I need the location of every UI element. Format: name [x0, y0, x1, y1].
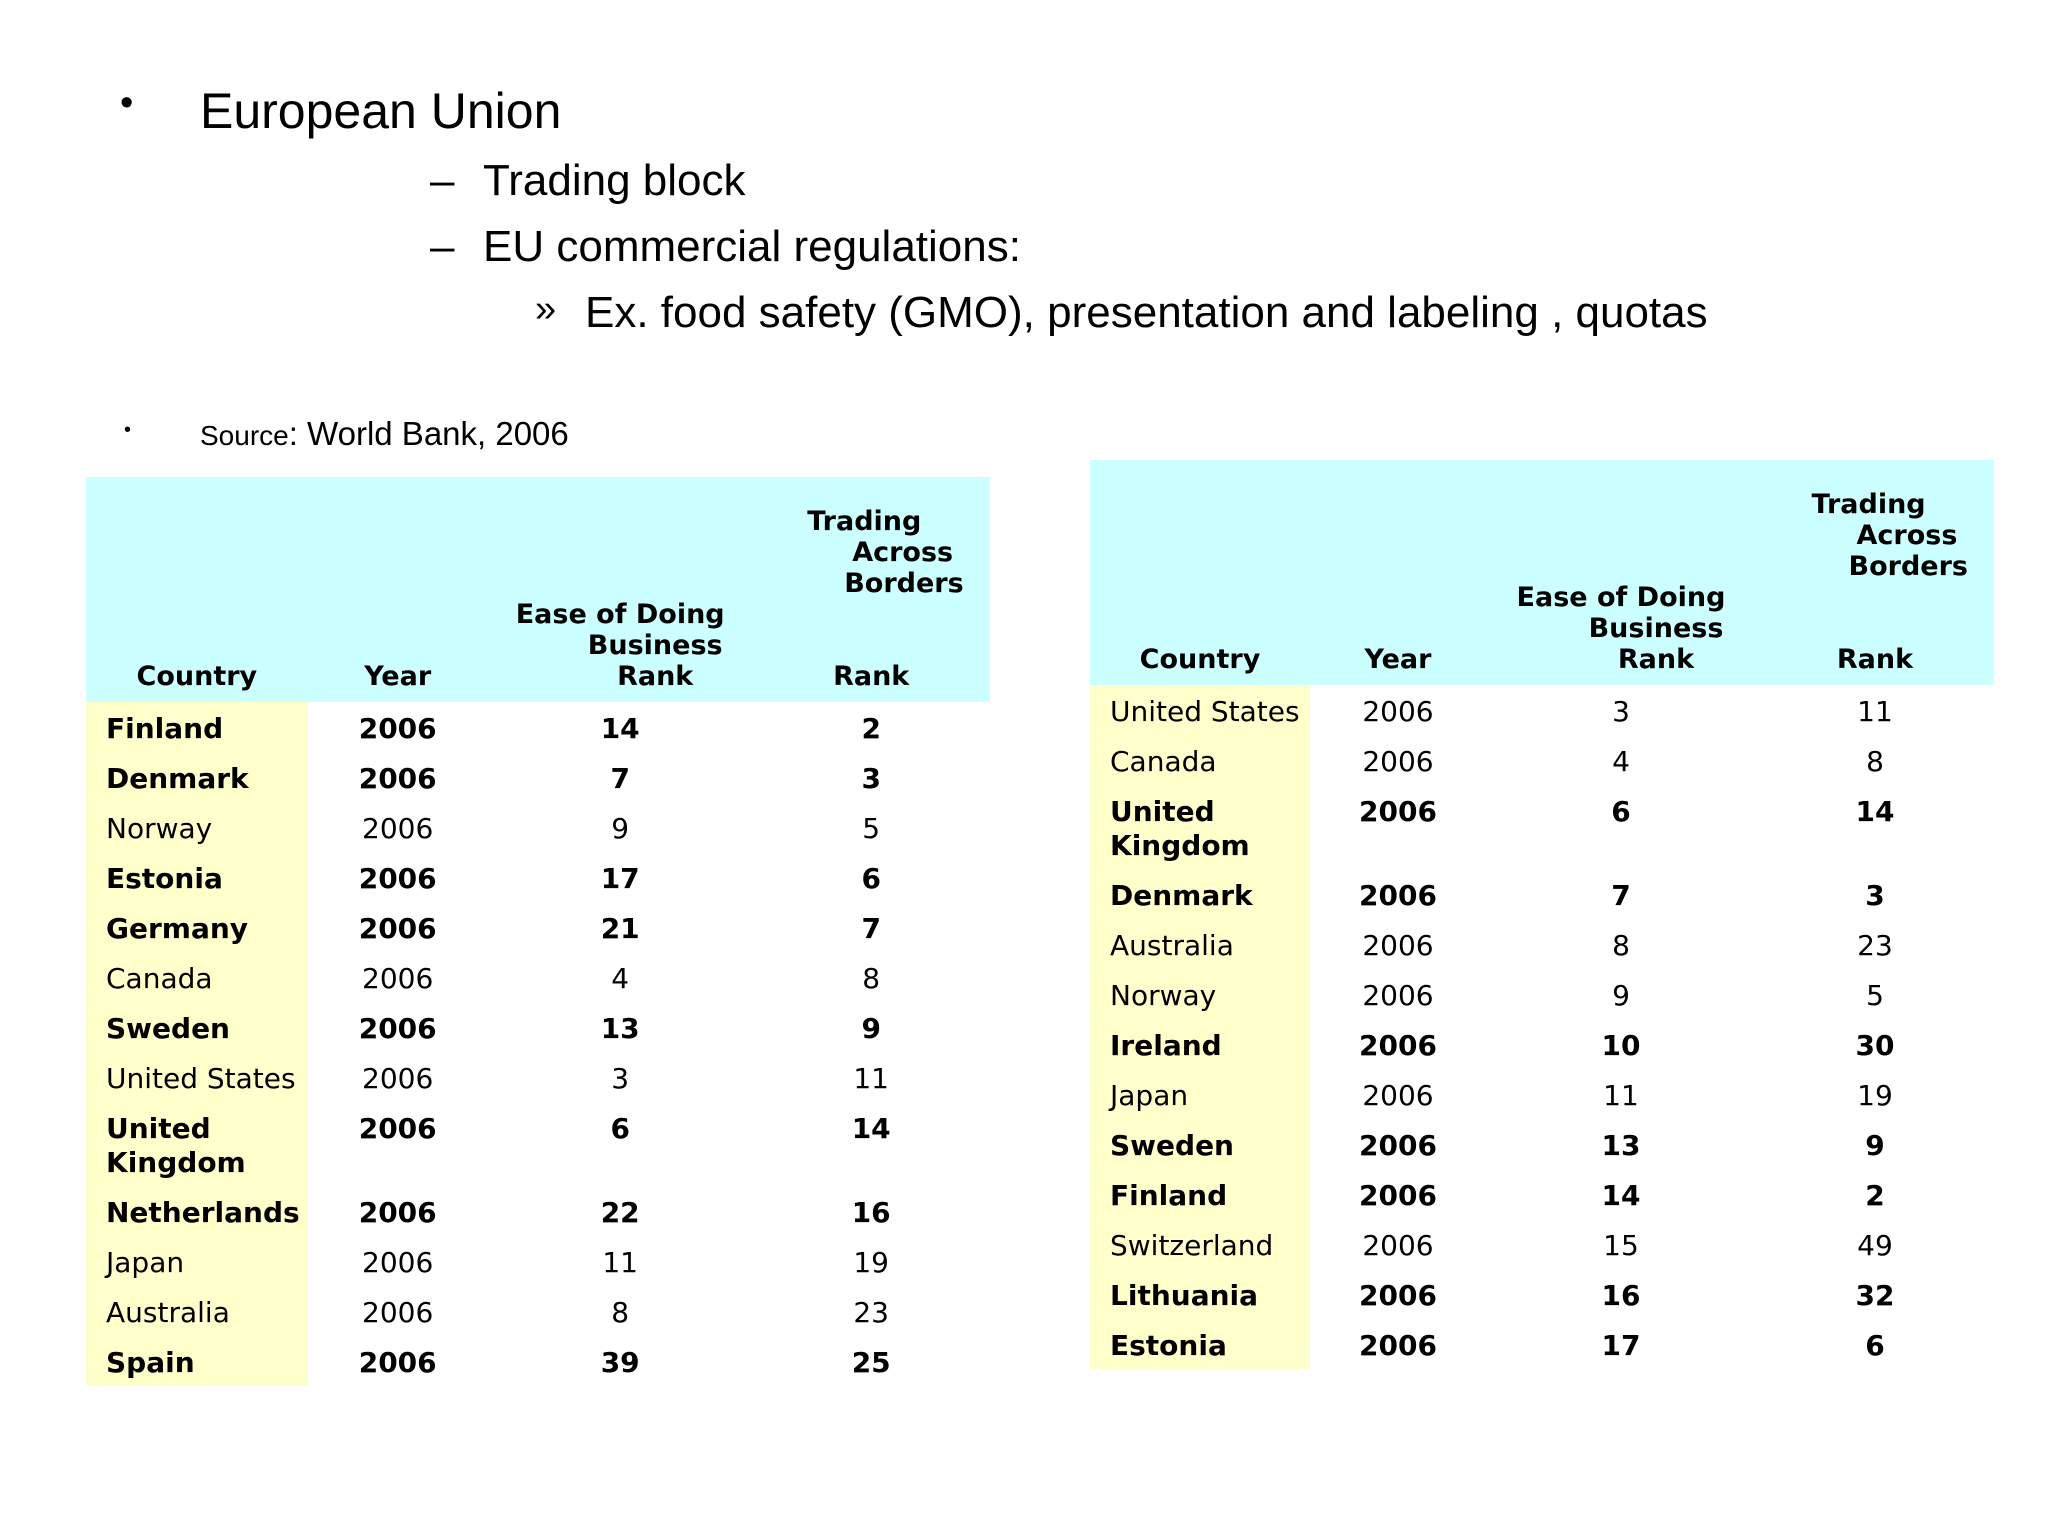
- cell-country: United Kingdom: [1090, 785, 1310, 869]
- table-row: [1090, 1319, 1994, 1369]
- header-ease-line: Business: [587, 630, 723, 661]
- cell-trade-rank: 49: [1756, 1219, 1994, 1269]
- table-row: [1090, 969, 1994, 1019]
- cell-year: 2006: [308, 1336, 488, 1386]
- cell-trade-rank: 3: [1756, 869, 1994, 919]
- table-row: [86, 802, 990, 852]
- cell-ease-rank: 4: [1486, 735, 1756, 785]
- cell-year: 2006: [1310, 969, 1486, 1019]
- cell-ease-rank: 7: [488, 752, 753, 802]
- source-label: Source: [200, 420, 289, 451]
- cell-year: 2006: [308, 1102, 488, 1186]
- ranking-table-right: [1090, 460, 1994, 1369]
- cell-country: Germany: [86, 902, 308, 952]
- cell-country: Lithuania: [1090, 1269, 1310, 1319]
- source-value: : World Bank, 2006: [288, 415, 569, 452]
- cell-ease-rank: 13: [1486, 1119, 1756, 1169]
- table-row: [1090, 685, 1994, 735]
- table-row: [1090, 1019, 1994, 1069]
- cell-country: Japan: [1090, 1069, 1310, 1119]
- header-trade-line: Borders: [844, 568, 964, 599]
- cell-year: 2006: [308, 802, 488, 852]
- cell-ease-rank: 4: [488, 952, 753, 1002]
- table-row: [1090, 785, 1994, 869]
- cell-country: United States: [1090, 685, 1310, 735]
- table-row: [1090, 919, 1994, 969]
- header-ease-line: Ease of Doing: [515, 599, 725, 630]
- header-country: Country: [1090, 460, 1310, 685]
- cell-ease-rank: 22: [488, 1186, 753, 1236]
- raquo-mark: »: [535, 288, 557, 330]
- cell-country: Australia: [1090, 919, 1310, 969]
- table-row: [86, 852, 990, 902]
- cell-trade-rank: 32: [1756, 1269, 1994, 1319]
- table-row: [86, 952, 990, 1002]
- cell-trade-rank: 5: [1756, 969, 1994, 1019]
- header-ease: [1486, 460, 1756, 685]
- cell-trade-rank: 23: [1756, 919, 1994, 969]
- header-trade-line: Trading: [1811, 489, 1926, 520]
- cell-trade-rank: 14: [753, 1102, 990, 1186]
- cell-year: 2006: [1310, 869, 1486, 919]
- table-row: [86, 1286, 990, 1336]
- bullet-text: Trading block: [483, 156, 746, 205]
- bullet-mark: •: [120, 82, 134, 124]
- cell-ease-rank: 3: [488, 1052, 753, 1102]
- table-body: [86, 702, 990, 1386]
- header-trade-line: Across: [852, 537, 954, 568]
- cell-trade-rank: 25: [753, 1336, 990, 1386]
- cell-year: 2006: [1310, 919, 1486, 969]
- cell-year: 2006: [1310, 1019, 1486, 1069]
- cell-country: Switzerland: [1090, 1219, 1310, 1269]
- cell-ease-rank: 8: [488, 1286, 753, 1336]
- header-year: Year: [1310, 460, 1486, 685]
- cell-country: Netherlands: [86, 1186, 308, 1236]
- cell-country: Finland: [1090, 1169, 1310, 1219]
- header-country: Country: [86, 477, 308, 702]
- cell-ease-rank: 6: [488, 1102, 753, 1186]
- cell-ease-rank: 9: [488, 802, 753, 852]
- cell-trade-rank: 19: [1756, 1069, 1994, 1119]
- bullet-text: EU commercial regulations:: [483, 222, 1021, 271]
- cell-country: Estonia: [86, 852, 308, 902]
- cell-year: 2006: [308, 1236, 488, 1286]
- table-row: [1090, 1069, 1994, 1119]
- cell-ease-rank: 6: [1486, 785, 1756, 869]
- cell-year: 2006: [1310, 685, 1486, 735]
- cell-trade-rank: 6: [1756, 1319, 1994, 1369]
- ranking-table-left: [86, 477, 990, 1386]
- cell-ease-rank: 8: [1486, 919, 1756, 969]
- header-ease: [488, 477, 753, 702]
- cell-country: United Kingdom: [86, 1102, 308, 1186]
- cell-country: Denmark: [86, 752, 308, 802]
- cell-ease-rank: 11: [488, 1236, 753, 1286]
- table-row: [86, 902, 990, 952]
- table-row: [1090, 869, 1994, 919]
- cell-country: Denmark: [1090, 869, 1310, 919]
- cell-year: 2006: [1310, 1169, 1486, 1219]
- cell-year: 2006: [308, 1286, 488, 1336]
- cell-ease-rank: 13: [488, 1002, 753, 1052]
- cell-year: 2006: [308, 852, 488, 902]
- cell-year: 2006: [1310, 785, 1486, 869]
- cell-country: Finland: [86, 702, 308, 752]
- table-header-row: [1090, 460, 1994, 685]
- cell-country: Sweden: [1090, 1119, 1310, 1169]
- table-row: [86, 752, 990, 802]
- cell-trade-rank: 11: [753, 1052, 990, 1102]
- table-row: [86, 702, 990, 752]
- header-ease-line: Rank: [1617, 644, 1695, 675]
- table-body: [1090, 685, 1994, 1369]
- cell-country: Norway: [86, 802, 308, 852]
- table-row: [86, 1336, 990, 1386]
- cell-ease-rank: 15: [1486, 1219, 1756, 1269]
- cell-country: Canada: [1090, 735, 1310, 785]
- cell-year: 2006: [308, 1186, 488, 1236]
- table-header-row: [86, 477, 990, 702]
- bullet-mark: •: [124, 419, 132, 441]
- cell-ease-rank: 9: [1486, 969, 1756, 1019]
- header-ease-line: Ease of Doing: [1516, 582, 1726, 613]
- table-row: [1090, 1269, 1994, 1319]
- cell-country: Ireland: [1090, 1019, 1310, 1069]
- table-row: [1090, 735, 1994, 785]
- cell-trade-rank: 23: [753, 1286, 990, 1336]
- cell-country: Estonia: [1090, 1319, 1310, 1369]
- table-row: [86, 1102, 990, 1186]
- cell-year: 2006: [1310, 1219, 1486, 1269]
- cell-country: Canada: [86, 952, 308, 1002]
- cell-ease-rank: 14: [488, 702, 753, 752]
- cell-ease-rank: 17: [488, 852, 753, 902]
- cell-trade-rank: 9: [1756, 1119, 1994, 1169]
- cell-ease-rank: 10: [1486, 1019, 1756, 1069]
- table-row: [86, 1002, 990, 1052]
- cell-ease-rank: 7: [1486, 869, 1756, 919]
- cell-trade-rank: 11: [1756, 685, 1994, 735]
- bullet-text: Ex. food safety (GMO), presentation and labeling , quotas: [585, 288, 1708, 337]
- cell-year: 2006: [308, 702, 488, 752]
- cell-ease-rank: 17: [1486, 1319, 1756, 1369]
- header-gap: [1762, 582, 1988, 644]
- cell-year: 2006: [308, 752, 488, 802]
- header-trade-lines: [807, 506, 963, 599]
- header-trade-line: Across: [1856, 520, 1958, 551]
- cell-country: Japan: [86, 1236, 308, 1286]
- cell-year: 2006: [308, 1052, 488, 1102]
- header-gap: [759, 599, 984, 661]
- cell-ease-rank: 16: [1486, 1269, 1756, 1319]
- cell-year: 2006: [1310, 1269, 1486, 1319]
- cell-trade-rank: 6: [753, 852, 990, 902]
- header-trade-line: Rank: [833, 661, 910, 692]
- header-year: Year: [308, 477, 488, 702]
- table-row: [86, 1186, 990, 1236]
- dash-mark: –: [430, 156, 455, 205]
- cell-year: 2006: [308, 902, 488, 952]
- cell-trade-rank: 8: [1756, 735, 1994, 785]
- cell-trade-rank: 9: [753, 1002, 990, 1052]
- cell-trade-rank: 7: [753, 902, 990, 952]
- cell-ease-rank: 11: [1486, 1069, 1756, 1119]
- header-trade: [753, 477, 990, 702]
- cell-ease-rank: 39: [488, 1336, 753, 1386]
- header-ease-line: Rank: [617, 661, 694, 692]
- bullet-text: European Union: [200, 83, 562, 139]
- header-trade-line: Rank: [1836, 644, 1914, 675]
- cell-trade-rank: 16: [753, 1186, 990, 1236]
- header-trade: [1756, 460, 1994, 685]
- cell-trade-rank: 30: [1756, 1019, 1994, 1069]
- cell-year: 2006: [1310, 1069, 1486, 1119]
- cell-country: United States: [86, 1052, 308, 1102]
- table-row: [1090, 1169, 1994, 1219]
- table-row: [86, 1236, 990, 1286]
- table-row: [86, 1052, 990, 1102]
- header-trade-line: Borders: [1848, 551, 1968, 582]
- table-row: [1090, 1119, 1994, 1169]
- dash-mark: –: [430, 222, 455, 271]
- header-trade-line: Trading: [807, 506, 922, 537]
- cell-country: Australia: [86, 1286, 308, 1336]
- cell-trade-rank: 14: [1756, 785, 1994, 869]
- cell-country: Sweden: [86, 1002, 308, 1052]
- header-trade-block: [1762, 489, 1988, 582]
- cell-trade-rank: 19: [753, 1236, 990, 1286]
- source-text: [200, 415, 569, 453]
- cell-country: Spain: [86, 1336, 308, 1386]
- cell-ease-rank: 21: [488, 902, 753, 952]
- cell-ease-rank: 14: [1486, 1169, 1756, 1219]
- cell-trade-rank: 2: [1756, 1169, 1994, 1219]
- cell-ease-rank: 3: [1486, 685, 1756, 735]
- cell-trade-rank: 8: [753, 952, 990, 1002]
- cell-trade-rank: 5: [753, 802, 990, 852]
- header-ease-line: Business: [1588, 613, 1724, 644]
- header-trade-block: [759, 506, 984, 599]
- cell-trade-rank: 3: [753, 752, 990, 802]
- header-trade-lines: [1812, 489, 1968, 582]
- cell-year: 2006: [1310, 735, 1486, 785]
- cell-year: 2006: [1310, 1319, 1486, 1369]
- cell-year: 2006: [308, 1002, 488, 1052]
- cell-year: 2006: [308, 952, 488, 1002]
- table-row: [1090, 1219, 1994, 1269]
- cell-country: Norway: [1090, 969, 1310, 1019]
- cell-year: 2006: [1310, 1119, 1486, 1169]
- cell-trade-rank: 2: [753, 702, 990, 752]
